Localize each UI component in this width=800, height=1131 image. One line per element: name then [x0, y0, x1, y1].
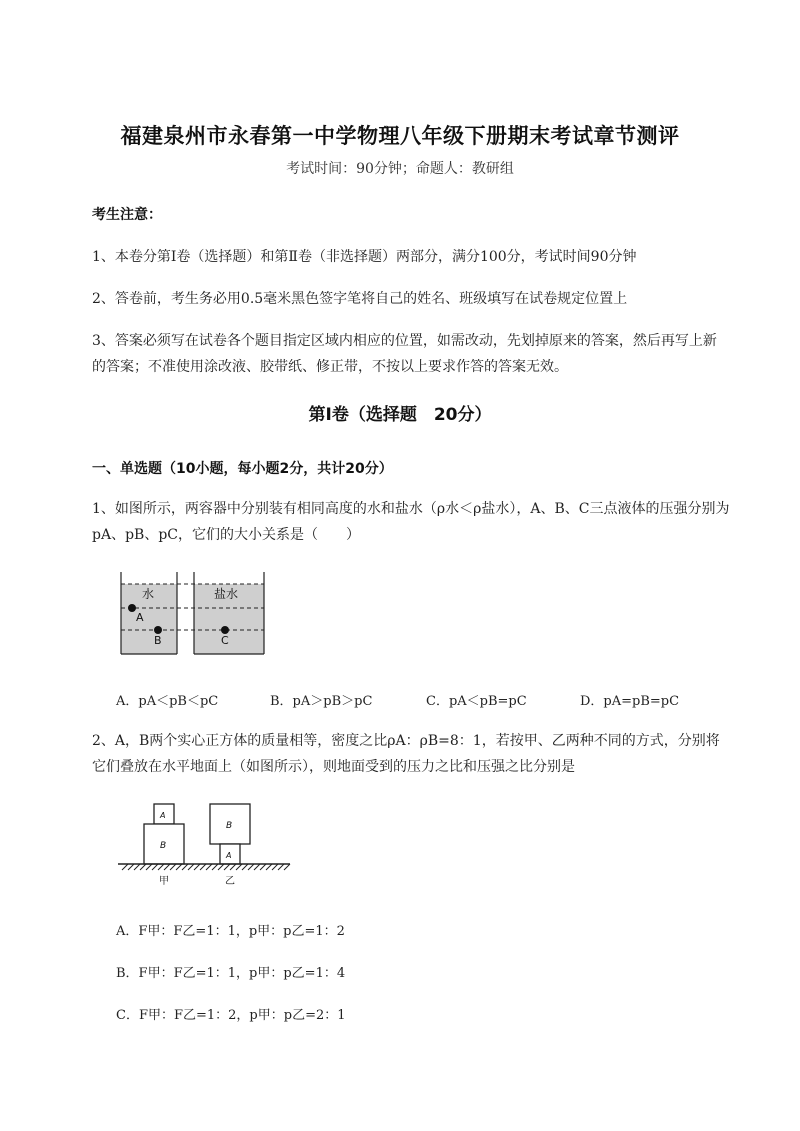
question-1-line-1: 1、如图所示，两容器中分别装有相同高度的水和盐水（ρ水＜ρ盐水），A、B、C三点液体的压强分别为	[92, 501, 730, 517]
stacked-cubes-figure	[116, 800, 292, 890]
note-item-2: 2、答卷前，考生务必用0.5毫米黑色签字笔将自己的姓名、班级填写在试卷规定位置上	[92, 291, 628, 307]
q1-option-b[interactable]: B．pA＞pB＞pC	[270, 694, 373, 709]
q2-option-a[interactable]: A．F甲：F乙=1：1，p甲：p乙=1：2	[116, 924, 345, 939]
q1-option-d[interactable]: D．pA=pB=pC	[580, 694, 680, 709]
question-2-line-2: 它们叠放在水平地面上（如图所示），则地面受到的压力之比和压强之比分别是	[92, 759, 575, 775]
jia-cube-a-label: A	[160, 811, 166, 820]
label-jia: 甲	[159, 876, 169, 887]
point-c-label: C	[221, 634, 229, 647]
ground-hatching	[122, 864, 290, 870]
notes-heading: 考生注意：	[92, 207, 162, 223]
point-c-dot	[221, 626, 229, 634]
container-figure	[118, 570, 268, 656]
question-1-line-2: pA、pB、pC，它们的大小关系是（ ）	[92, 527, 360, 543]
q2-option-b[interactable]: B．F甲：F乙=1：1，p甲：p乙=1：4	[116, 966, 346, 981]
question-2-line-1: 2、A，B两个实心正方体的质量相等，密度之比ρA：ρB=8：1，若按甲、乙两种不同的方式，分别将	[92, 733, 720, 749]
page-title: 福建泉州市永春第一中学物理八年级下册期末考试章节测评	[120, 124, 680, 148]
q1-option-c[interactable]: C．pA＜pB=pC	[426, 694, 527, 709]
label-yi: 乙	[225, 876, 235, 887]
note-item-3: 3、答案必须写在试卷各个题目指定区域内相应的位置，如需改动，先划掉原来的答案，然后再写上新	[92, 333, 717, 349]
jia-cube-b-label: B	[160, 841, 167, 851]
point-b-dot	[154, 626, 162, 634]
note-item-1: 1、本卷分第I卷（选择题）和第Ⅱ卷（非选择题）两部分，满分100分，考试时间90分钟	[92, 249, 637, 265]
section-title: 第I卷（选择题 20分）	[308, 405, 492, 425]
yi-cube-a-label: A	[226, 851, 232, 860]
q1-option-a[interactable]: A．pA＜pB＜pC	[116, 694, 219, 709]
part-heading: 一、单选题（10小题，每小题2分，共计20分）	[92, 461, 393, 477]
water-label: 水	[142, 587, 155, 601]
point-a-dot	[128, 604, 136, 612]
q2-option-c[interactable]: C．F甲：F乙=1：2，p甲：p乙=2：1	[116, 1008, 346, 1023]
point-b-label: B	[154, 634, 162, 647]
point-a-label: A	[136, 611, 144, 624]
yi-cube-b-label: B	[226, 821, 233, 831]
note-item-3-cont: 的答案；不准使用涂改液、胶带纸、修正带，不按以上要求作答的答案无效。	[92, 359, 568, 375]
saltwater-label: 盐水	[214, 587, 239, 601]
exam-info: 考试时间：90分钟；命题人：教研组	[286, 161, 514, 177]
